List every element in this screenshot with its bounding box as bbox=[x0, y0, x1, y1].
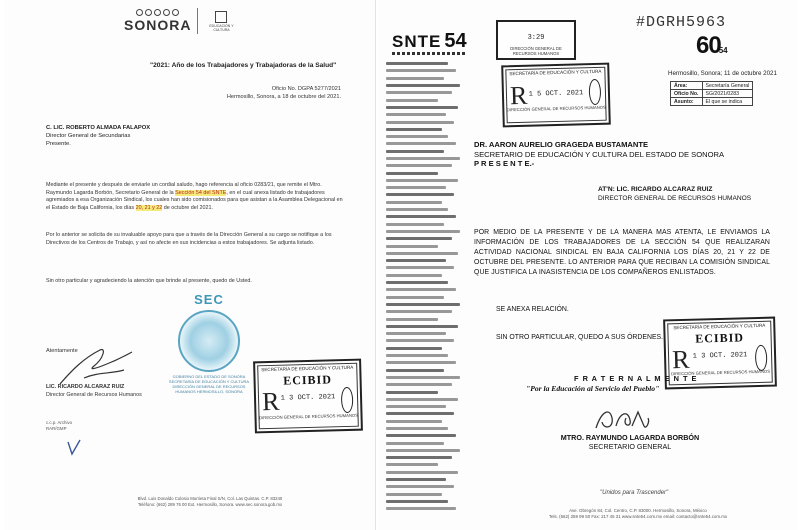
list-item bbox=[386, 264, 472, 271]
addressee-title: SECRETARIO DE EDUCACIÓN Y CULTURA DEL ESTADO DE SONORA bbox=[474, 149, 725, 159]
signature-lagarda bbox=[592, 404, 652, 434]
list-item bbox=[386, 96, 472, 103]
list-item bbox=[386, 184, 472, 191]
highlight-seccion-54: Sección 54 del SNTE bbox=[175, 189, 227, 196]
table-row bbox=[671, 90, 753, 98]
badge-number: 60 bbox=[696, 32, 721, 59]
list-item bbox=[386, 410, 472, 417]
stamp-date: 1 5 OCT. 2021 bbox=[528, 89, 584, 99]
atentamente-label: Atentamente bbox=[46, 348, 78, 354]
recipient-block bbox=[46, 124, 150, 148]
sonora-dots-icon bbox=[136, 9, 179, 16]
body-1c: de octubre del 2021. bbox=[162, 204, 213, 211]
list-item bbox=[386, 294, 472, 301]
list-item bbox=[386, 279, 472, 286]
stamp-letter: R bbox=[261, 386, 280, 417]
list-item bbox=[386, 447, 472, 454]
list-item bbox=[386, 352, 472, 359]
ref-key: Oficio No. bbox=[671, 90, 703, 98]
union-motto: "Por la Educación al Servicio del Pueblo" bbox=[526, 384, 660, 393]
place-date: Hermosillo, Sonora, a 18 de octubre del 2021. bbox=[226, 94, 341, 100]
reception-stamp-top bbox=[501, 63, 611, 128]
list-item bbox=[386, 75, 472, 82]
body-paragraph: POR MEDIO DE LA PRESENTE Y DE LA MANERA MAS ATENTA, LE ENVIAMOS LA INFORMACIÓN DE LOS TRABAJADORES DE LA SECCIÓN 54 QUE REALIZARAN ACTIVIDAD NACIONAL SINDICAL EN BAJA CALIFORNIA LOS DÍAS 20, 21 Y 22 DE OCTUBRE DEL PRESENTE. LO ANTERIOR PARA QUE RECIBAN LA COMISIÓN SINDICAL QUE JUSTIFICA LA INASISTENCIA DE LOS COMPAÑEROS ENLISTADOS. bbox=[474, 229, 770, 277]
list-item bbox=[386, 242, 472, 249]
signer-block bbox=[550, 433, 710, 452]
list-item bbox=[386, 461, 472, 468]
footer bbox=[100, 496, 320, 508]
ref-value: SG/2021/0283 bbox=[702, 90, 753, 98]
footer-line-1: Ave. Obregón 84, Col. Centro, C.P. 83000. Hermosillo, Sonora, México bbox=[569, 508, 707, 513]
body-1a: Mediante el presente y después de enviarle un cordial saludo, hago referencia al oficio 0283/21, que remite el Mtro. Raymundo Lagarda Borbón, Secretario General de la bbox=[46, 182, 322, 196]
footer-line-2: Tels. (662) 259 99 50 Fax: 217 45 31 www.snte54.com.mx email: contacto@snte54.com.mx bbox=[548, 514, 728, 519]
list-item bbox=[386, 315, 472, 322]
sixty-anniversary-badge bbox=[696, 32, 728, 60]
list-item bbox=[386, 140, 472, 147]
attention-title: DIRECTOR GENERAL DE RECURSOS HUMANOS bbox=[598, 194, 752, 202]
stamp-date: 1 3 OCT. 2021 bbox=[280, 393, 336, 403]
signer-name: MTRO. RAYMUNDO LAGARDA BORBÓN bbox=[560, 433, 700, 442]
recipient-name: C. LIC. ROBERTO ALMADA FALAPOX bbox=[46, 125, 151, 131]
time-stamp bbox=[496, 20, 576, 60]
stamp-code: ECIBID bbox=[283, 372, 333, 388]
sec-emblem-icon bbox=[215, 11, 227, 23]
sonora-wordmark: SONORA bbox=[124, 17, 192, 33]
list-item bbox=[386, 425, 472, 432]
list-item bbox=[386, 272, 472, 279]
list-item bbox=[386, 191, 472, 198]
list-item bbox=[386, 454, 472, 461]
body-paragraph-1 bbox=[46, 182, 346, 212]
stamp-foot: DIRECCIÓN GENERAL DE RECURSOS HUMANOS bbox=[506, 104, 606, 113]
list-item bbox=[386, 199, 472, 206]
stamp-code: ECIBID bbox=[695, 330, 745, 346]
oficio-snte-document bbox=[378, 0, 798, 530]
list-item bbox=[386, 286, 472, 293]
list-item bbox=[386, 228, 472, 235]
list-item bbox=[386, 330, 472, 337]
list-item bbox=[386, 169, 472, 176]
list-item bbox=[386, 381, 472, 388]
sonora-header bbox=[124, 8, 238, 34]
signer-name: LIC. RICARDO ALCARAZ RUIZ bbox=[46, 384, 125, 390]
unidos-motto: "Unidos para Trascender" bbox=[600, 490, 669, 496]
list-item bbox=[386, 396, 472, 403]
signer-block bbox=[46, 384, 142, 399]
stamp-head: SECRETARÍA DE EDUCACIÓN Y CULTURA bbox=[509, 68, 602, 77]
stamp-head: SECRETARÍA DE EDUCACIÓN Y CULTURA bbox=[673, 322, 766, 331]
list-item bbox=[386, 133, 472, 140]
anexa-line: SE ANEXA RELACIÓN. bbox=[496, 306, 569, 313]
footer bbox=[498, 508, 778, 520]
list-item bbox=[386, 148, 472, 155]
list-item bbox=[386, 403, 472, 410]
ccp-block bbox=[46, 420, 72, 432]
oficio-sec-document bbox=[4, 0, 376, 530]
attention-block bbox=[598, 186, 751, 204]
sin-otro-line: SIN OTRO PARTICULAR, QUEDO A SUS ÓRDENES. bbox=[496, 334, 664, 341]
list-item bbox=[386, 155, 472, 162]
list-item bbox=[386, 250, 472, 257]
list-item bbox=[386, 476, 472, 483]
ref-key: Área: bbox=[671, 82, 703, 90]
snte-logo-number: 54 bbox=[444, 30, 467, 52]
ref-value: Secretaría General bbox=[702, 82, 753, 90]
reference-table bbox=[670, 81, 753, 106]
badge-sub: 54 bbox=[718, 46, 728, 55]
list-item bbox=[386, 483, 472, 490]
ccp-line: c.c.p. Archivo bbox=[46, 420, 73, 425]
snte-logo bbox=[392, 30, 467, 53]
footer-line-2: Teléfono: (662) 289 76 00 Ext. Hermosillo, Sonora. www.sec.sonora.gob.mx bbox=[137, 502, 283, 507]
ccp-initials: RAR/GMP bbox=[46, 426, 67, 431]
addressee-name: DR. AARON AURELIO GRAGEDA BUSTAMANTE bbox=[474, 140, 649, 149]
table-row bbox=[671, 82, 753, 90]
list-item bbox=[386, 337, 472, 344]
list-item bbox=[386, 469, 472, 476]
list-item bbox=[386, 366, 472, 373]
place-date: Hermosillo, Sonora; 11 de octubre 2021 bbox=[668, 70, 777, 77]
list-item bbox=[386, 235, 472, 242]
stamp-head: SECRETARÍA DE EDUCACIÓN Y CULTURA bbox=[261, 364, 354, 373]
body-paragraph-2: Por lo anterior se solicita de su invaluable apoyo para que a través de la Dirección General a su cargo se notifique a los Directivos de los Centros de Trabajo, y así no afecte en sus incidencias a estos trabajadores. Se adjunta listado. bbox=[46, 232, 332, 246]
list-item bbox=[386, 374, 472, 381]
recipient-title: Director General de Secundarias bbox=[46, 133, 131, 139]
list-item bbox=[386, 432, 472, 439]
stamp-foot: DIRECCIÓN GENERAL DE RECURSOS HUMANOS bbox=[670, 368, 771, 377]
list-item bbox=[386, 177, 472, 184]
list-item bbox=[386, 221, 472, 228]
sec-seal bbox=[164, 292, 254, 394]
list-item bbox=[386, 111, 472, 118]
reception-stamp-left bbox=[253, 359, 363, 434]
list-item bbox=[386, 345, 472, 352]
stamp-foot: DIRECCIÓN GENERAL DE RECURSOS HUMANOS bbox=[510, 46, 562, 56]
list-item bbox=[386, 498, 472, 505]
list-item bbox=[386, 308, 472, 315]
list-item bbox=[386, 301, 472, 308]
stamp-letter: R bbox=[509, 80, 528, 111]
highlight-dates: 20, 21 y 22 bbox=[135, 204, 163, 211]
stamp-date: 1 3 OCT. 2021 bbox=[692, 351, 748, 361]
list-item bbox=[386, 126, 472, 133]
list-item bbox=[386, 206, 472, 213]
checkmark-initial bbox=[64, 438, 84, 458]
sec-seal-emblem-icon bbox=[178, 310, 240, 372]
delegates-sidebar-list bbox=[386, 60, 472, 530]
ref-value: El que se indica bbox=[702, 98, 753, 106]
year-motto: "2021: Año de los Trabajadores y Trabajadoras de la Salud" bbox=[150, 62, 337, 69]
list-item bbox=[386, 118, 472, 125]
stamp-letter: R bbox=[671, 344, 690, 375]
signer-title: Director General de Recursos Humanos bbox=[46, 391, 142, 398]
list-item bbox=[386, 60, 472, 67]
stamp-time: 3:29 bbox=[527, 34, 545, 42]
attention-name: AT'N: LIC. RICARDO ALCARAZ RUIZ bbox=[598, 186, 713, 193]
table-row bbox=[671, 98, 753, 106]
body-paragraph-3: Sin otro particular y agradeciendo la atención que brinde al presente, quedo de Usted. bbox=[46, 278, 252, 284]
list-item bbox=[386, 82, 472, 89]
list-item bbox=[386, 505, 472, 512]
list-item bbox=[386, 104, 472, 111]
addressee-block bbox=[474, 140, 724, 169]
list-item bbox=[386, 323, 472, 330]
sec-mini-text: EDUCACIÓN Y CULTURA bbox=[209, 23, 234, 32]
snte-logo-text: SNTE bbox=[392, 32, 442, 51]
body-1b: , en el cual anexa listado de trabajadores agremiados a esa Organización Sindical, los cuales han sido comisionados para que asistan a la Asamblea Delegacional en el Estado de Baja California, los días bbox=[46, 189, 343, 211]
presente-label: Presente. bbox=[46, 141, 71, 147]
signer-title: SECRETARIO GENERAL bbox=[588, 442, 672, 452]
footer-line-1: Blvd. Luis Donaldo Colosio Murrieta Final S/N, Col. Las Quintas. C.P. 83240 bbox=[137, 496, 283, 501]
list-item bbox=[386, 388, 472, 395]
list-item bbox=[386, 439, 472, 446]
logo-divider bbox=[197, 8, 198, 34]
stamp-foot: DIRECCIÓN GENERAL DE RECURSOS HUMANOS bbox=[259, 412, 359, 421]
sec-seal-word: SEC bbox=[194, 292, 224, 307]
snte-logo-underline bbox=[392, 52, 466, 55]
list-item bbox=[386, 67, 472, 74]
list-item bbox=[386, 89, 472, 96]
list-item bbox=[386, 162, 472, 169]
list-item bbox=[386, 418, 472, 425]
oficio-number: Oficio No. DGPA 5277/2021 bbox=[271, 86, 341, 92]
list-item bbox=[386, 359, 472, 366]
list-item bbox=[386, 213, 472, 220]
sonora-logo bbox=[124, 9, 191, 33]
fraternalmente-label: F R A T E R N A L M E N T E bbox=[574, 374, 698, 383]
list-item bbox=[386, 491, 472, 498]
ref-key: Asunto: bbox=[671, 98, 703, 106]
presente-label: P R E S E N T E.- bbox=[474, 159, 535, 169]
sec-seal-text: GOBIERNO DEL ESTADO DE SONORA SECRETARÍA DE EDUCACIÓN Y CULTURA DIRECCIÓN GENERAL DE RECURSOS HUMANOS HERMOSILLO, SONORA bbox=[168, 374, 250, 394]
list-item bbox=[386, 257, 472, 264]
handwritten-folio: #DGRH5963 bbox=[636, 14, 727, 31]
sec-mini-logo bbox=[204, 11, 238, 32]
